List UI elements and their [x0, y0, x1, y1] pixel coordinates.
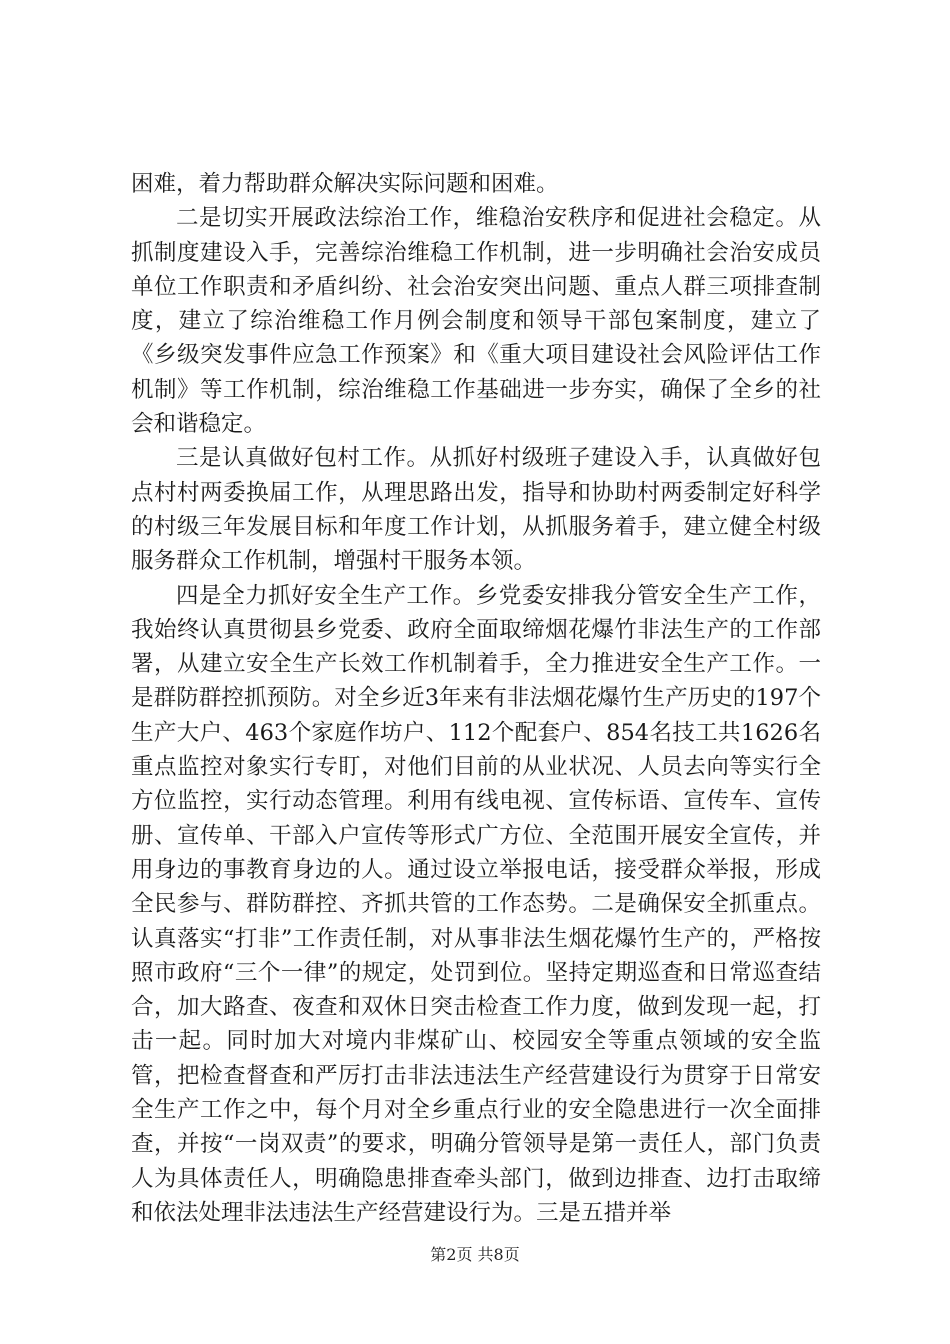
paragraph-4: 四是全力抓好安全生产工作。乡党委安排我分管安全生产工作，我始终认真贯彻县乡党委、政府全面取缔烟花爆竹非法生产的工作部署，从建立安全生产长效工作机制着手，全力推进安全生产工作。一是群防群控抓预防。对全乡近3年来有非法烟花爆竹生产历史的197个生产大户、463个家庭作坊户、112个配套户、854名技工共1626名重点监控对象实行专盯，对他们目前的从业状况、人员去向等实行全方位监控，实行动态管理。利用有线电视、宣传标语、宣传车、宣传册、宣传单、干部入户宣传等形式广方位、全范围开展安全宣传，并用身边的事教育身边的人。通过设立举报电话，接受群众举报，形成全民参与、群防群控、齐抓共管的工作态势。二是确保安全抓重点。认真落实“打非”工作责任制，对从事非法生烟花爆竹生产的，严格按照市政府“三个一律”的规定，处罚到位。坚持定期巡查和日常巡查结合，加大路查、夜查和双休日突击检查工作力度，做到发现一起，打击一起。同时加大对境内非煤矿山、校园安全等重点领域的安全监管，把检查督查和严厉打击非法违法生产经营建设行为贯穿于日常安全生产工作之中，每个月对全乡重点行业的安全隐患进行一次全面排查，并按“一岗双责”的要求，明确分管领导是第一责任人，部门负责人为具体责任人，明确隐患排查牵头部门，做到边排查、边打击取缔和依法处理非法违法生产经营建设行为。三是五措并举 [131, 582, 821, 1226]
document-body [131, 167, 821, 1230]
paragraph-2: 二是切实开展政法综治工作，维稳治安秩序和促进社会稳定。从抓制度建设入手，完善综治维稳工作机制，进一步明确社会治安成员单位工作职责和矛盾纠纷、社会治安突出问题、重点人群三项排查制度，建立了综治维稳工作月例会制度和领导干部包案制度，建立了《乡级突发事件应急工作预案》和《重大项目建设社会风险评估工作机制》等工作机制，综治维稳工作基础进一步夯实，确保了全乡的社会和谐稳定。 [131, 205, 821, 438]
paragraph-3: 三是认真做好包村工作。从抓好村级班子建设入手，认真做好包点村村两委换届工作，从理思路出发，指导和协助村两委制定好科学的村级三年发展目标和年度工作计划，从抓服务着手，建立健全村级服务群众工作机制，增强村干服务本领。 [131, 445, 821, 575]
paragraph-1: 困难，着力帮助群众解决实际问题和困难。 [131, 171, 559, 197]
page-number-footer: 第2页 共8页 [430, 1245, 520, 1264]
